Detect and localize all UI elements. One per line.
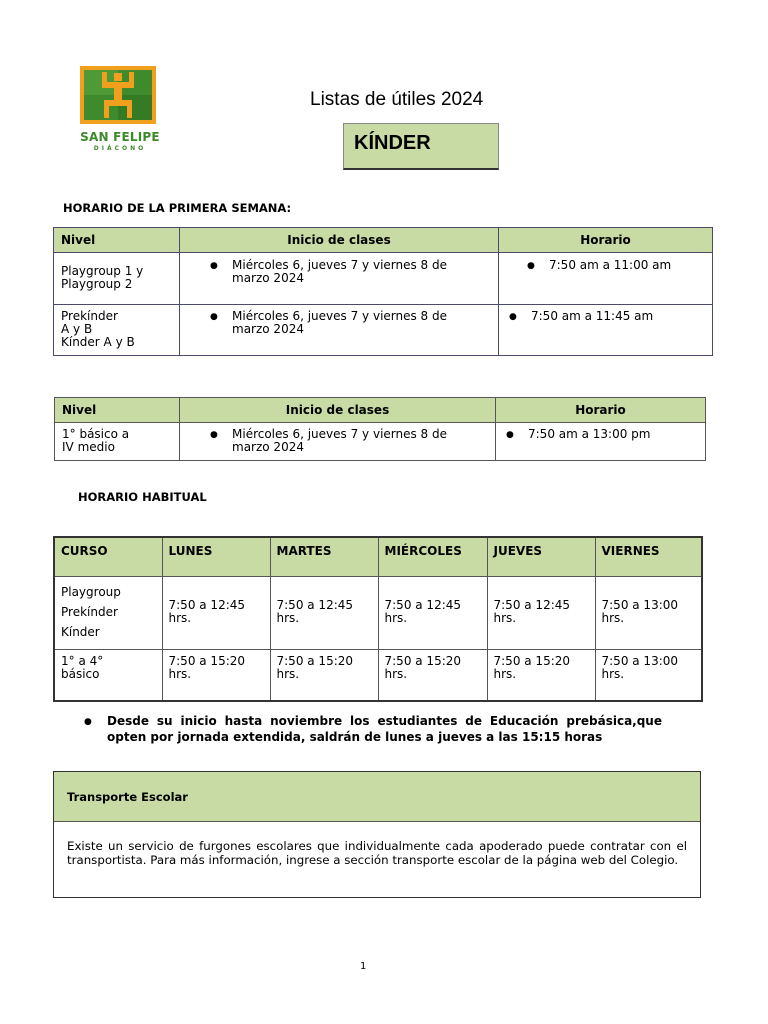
horario-value: 7:50 am a 11:45 am	[531, 309, 654, 323]
first-week-heading: HORARIO DE LA PRIMERA SEMANA:	[63, 201, 292, 215]
time-unit: hrs.	[276, 666, 300, 681]
level-label: KÍNDER	[343, 123, 499, 170]
bullet-icon: ●	[210, 430, 218, 440]
table-header: Horario	[496, 398, 706, 423]
weekly-schedule-table	[53, 536, 703, 702]
habitual-heading: HORARIO HABITUAL	[78, 490, 207, 504]
table-row	[55, 423, 706, 461]
horario-value: 7:50 am a 13:00 pm	[528, 427, 651, 441]
time-unit: hrs.	[168, 666, 192, 681]
inicio-line: marzo 2024	[232, 322, 304, 336]
table-row	[54, 649, 702, 701]
page-title: Listas de útiles 2024	[310, 89, 484, 110]
nivel-line: Playgroup 2	[61, 277, 133, 291]
table-header: LUNES	[162, 537, 270, 576]
nivel-line: IV medio	[62, 440, 115, 454]
table-header: Nivel	[54, 228, 180, 253]
inicio-line: marzo 2024	[232, 440, 304, 454]
time-value: 7:50 a 15:20	[168, 653, 246, 668]
bullet-icon: ●	[506, 430, 514, 440]
table-header: Nivel	[55, 398, 180, 423]
curso-line: Kínder	[61, 624, 100, 639]
time-unit: hrs.	[493, 610, 517, 625]
nivel-line: A y B	[61, 322, 93, 336]
transport-section	[53, 771, 701, 898]
inicio-line: Miércoles 6, jueves 7 y viernes 8 de	[232, 309, 448, 323]
time-value: 7:50 a 12:45	[384, 597, 462, 612]
time-value: 7:50 a 13:00	[601, 653, 679, 668]
curso-line: básico	[61, 666, 100, 681]
time-unit: hrs.	[384, 610, 408, 625]
table-header: JUEVES	[487, 537, 595, 576]
time-value: 7:50 a 15:20	[276, 653, 354, 668]
nivel-line: Playgroup 1 y	[61, 264, 144, 278]
extended-day-note	[84, 713, 662, 745]
transport-text: Existe un servicio de furgones escolares que individualmente cada apoderado puede contratar con el transportista. Para más información, ingrese a sección transporte escolar de la página web del Colegio.	[67, 839, 687, 867]
logo-frame	[80, 66, 156, 124]
time-unit: hrs.	[493, 666, 517, 681]
bullet-icon: ●	[509, 312, 517, 322]
curso-line: Prekínder	[61, 604, 118, 619]
page-number: 1	[360, 961, 367, 972]
table-row	[54, 253, 713, 305]
nivel-line: Prekínder	[61, 309, 118, 323]
logo-name: SAN FELIPE	[80, 130, 160, 144]
time-unit: hrs.	[276, 610, 300, 625]
table-header: MARTES	[270, 537, 378, 576]
table-header: Inicio de clases	[180, 398, 496, 423]
time-unit: hrs.	[168, 610, 192, 625]
table-header: Inicio de clases	[180, 228, 499, 253]
curso-line: 1° a 4°	[61, 653, 104, 668]
time-value: 7:50 a 15:20	[493, 653, 571, 668]
table-row	[54, 576, 702, 649]
school-logo	[70, 66, 170, 158]
nivel-line: 1° básico a	[62, 427, 130, 441]
bullet-icon: ●	[210, 312, 218, 322]
time-unit: hrs.	[601, 666, 625, 681]
time-unit: hrs.	[384, 666, 408, 681]
table-header: MIÉRCOLES	[378, 537, 487, 576]
logo-subtitle: DIÁCONO	[93, 145, 147, 152]
general-start-table	[54, 397, 706, 461]
first-week-table	[53, 227, 713, 356]
time-value: 7:50 a 13:00	[601, 597, 679, 612]
note-text: Desde su inicio hasta noviembre los estudiantes de Educación prebásica,que opten por jornada extendida, saldrán de lunes a jueves a las 15:15 horas	[107, 714, 662, 744]
curso-line: Playgroup	[61, 584, 121, 599]
horario-value: 7:50 am a 11:00 am	[549, 258, 672, 272]
inicio-line: marzo 2024	[232, 271, 304, 285]
inicio-line: Miércoles 6, jueves 7 y viernes 8 de	[232, 427, 448, 441]
bullet-icon: ●	[84, 717, 92, 727]
bullet-icon: ●	[210, 261, 218, 271]
time-value: 7:50 a 15:20	[384, 653, 462, 668]
table-header: VIERNES	[595, 537, 702, 576]
table-header: Horario	[499, 228, 713, 253]
logo-figure-icon	[84, 70, 152, 120]
time-value: 7:50 a 12:45	[276, 597, 354, 612]
time-value: 7:50 a 12:45	[493, 597, 571, 612]
table-header: CURSO	[54, 537, 162, 576]
bullet-icon: ●	[527, 261, 535, 271]
table-row	[54, 305, 713, 356]
transport-title: Transporte Escolar	[54, 772, 700, 822]
time-unit: hrs.	[601, 610, 625, 625]
nivel-line: Kínder A y B	[61, 335, 135, 349]
time-value: 7:50 a 12:45	[168, 597, 246, 612]
inicio-line: Miércoles 6, jueves 7 y viernes 8 de	[232, 258, 448, 272]
